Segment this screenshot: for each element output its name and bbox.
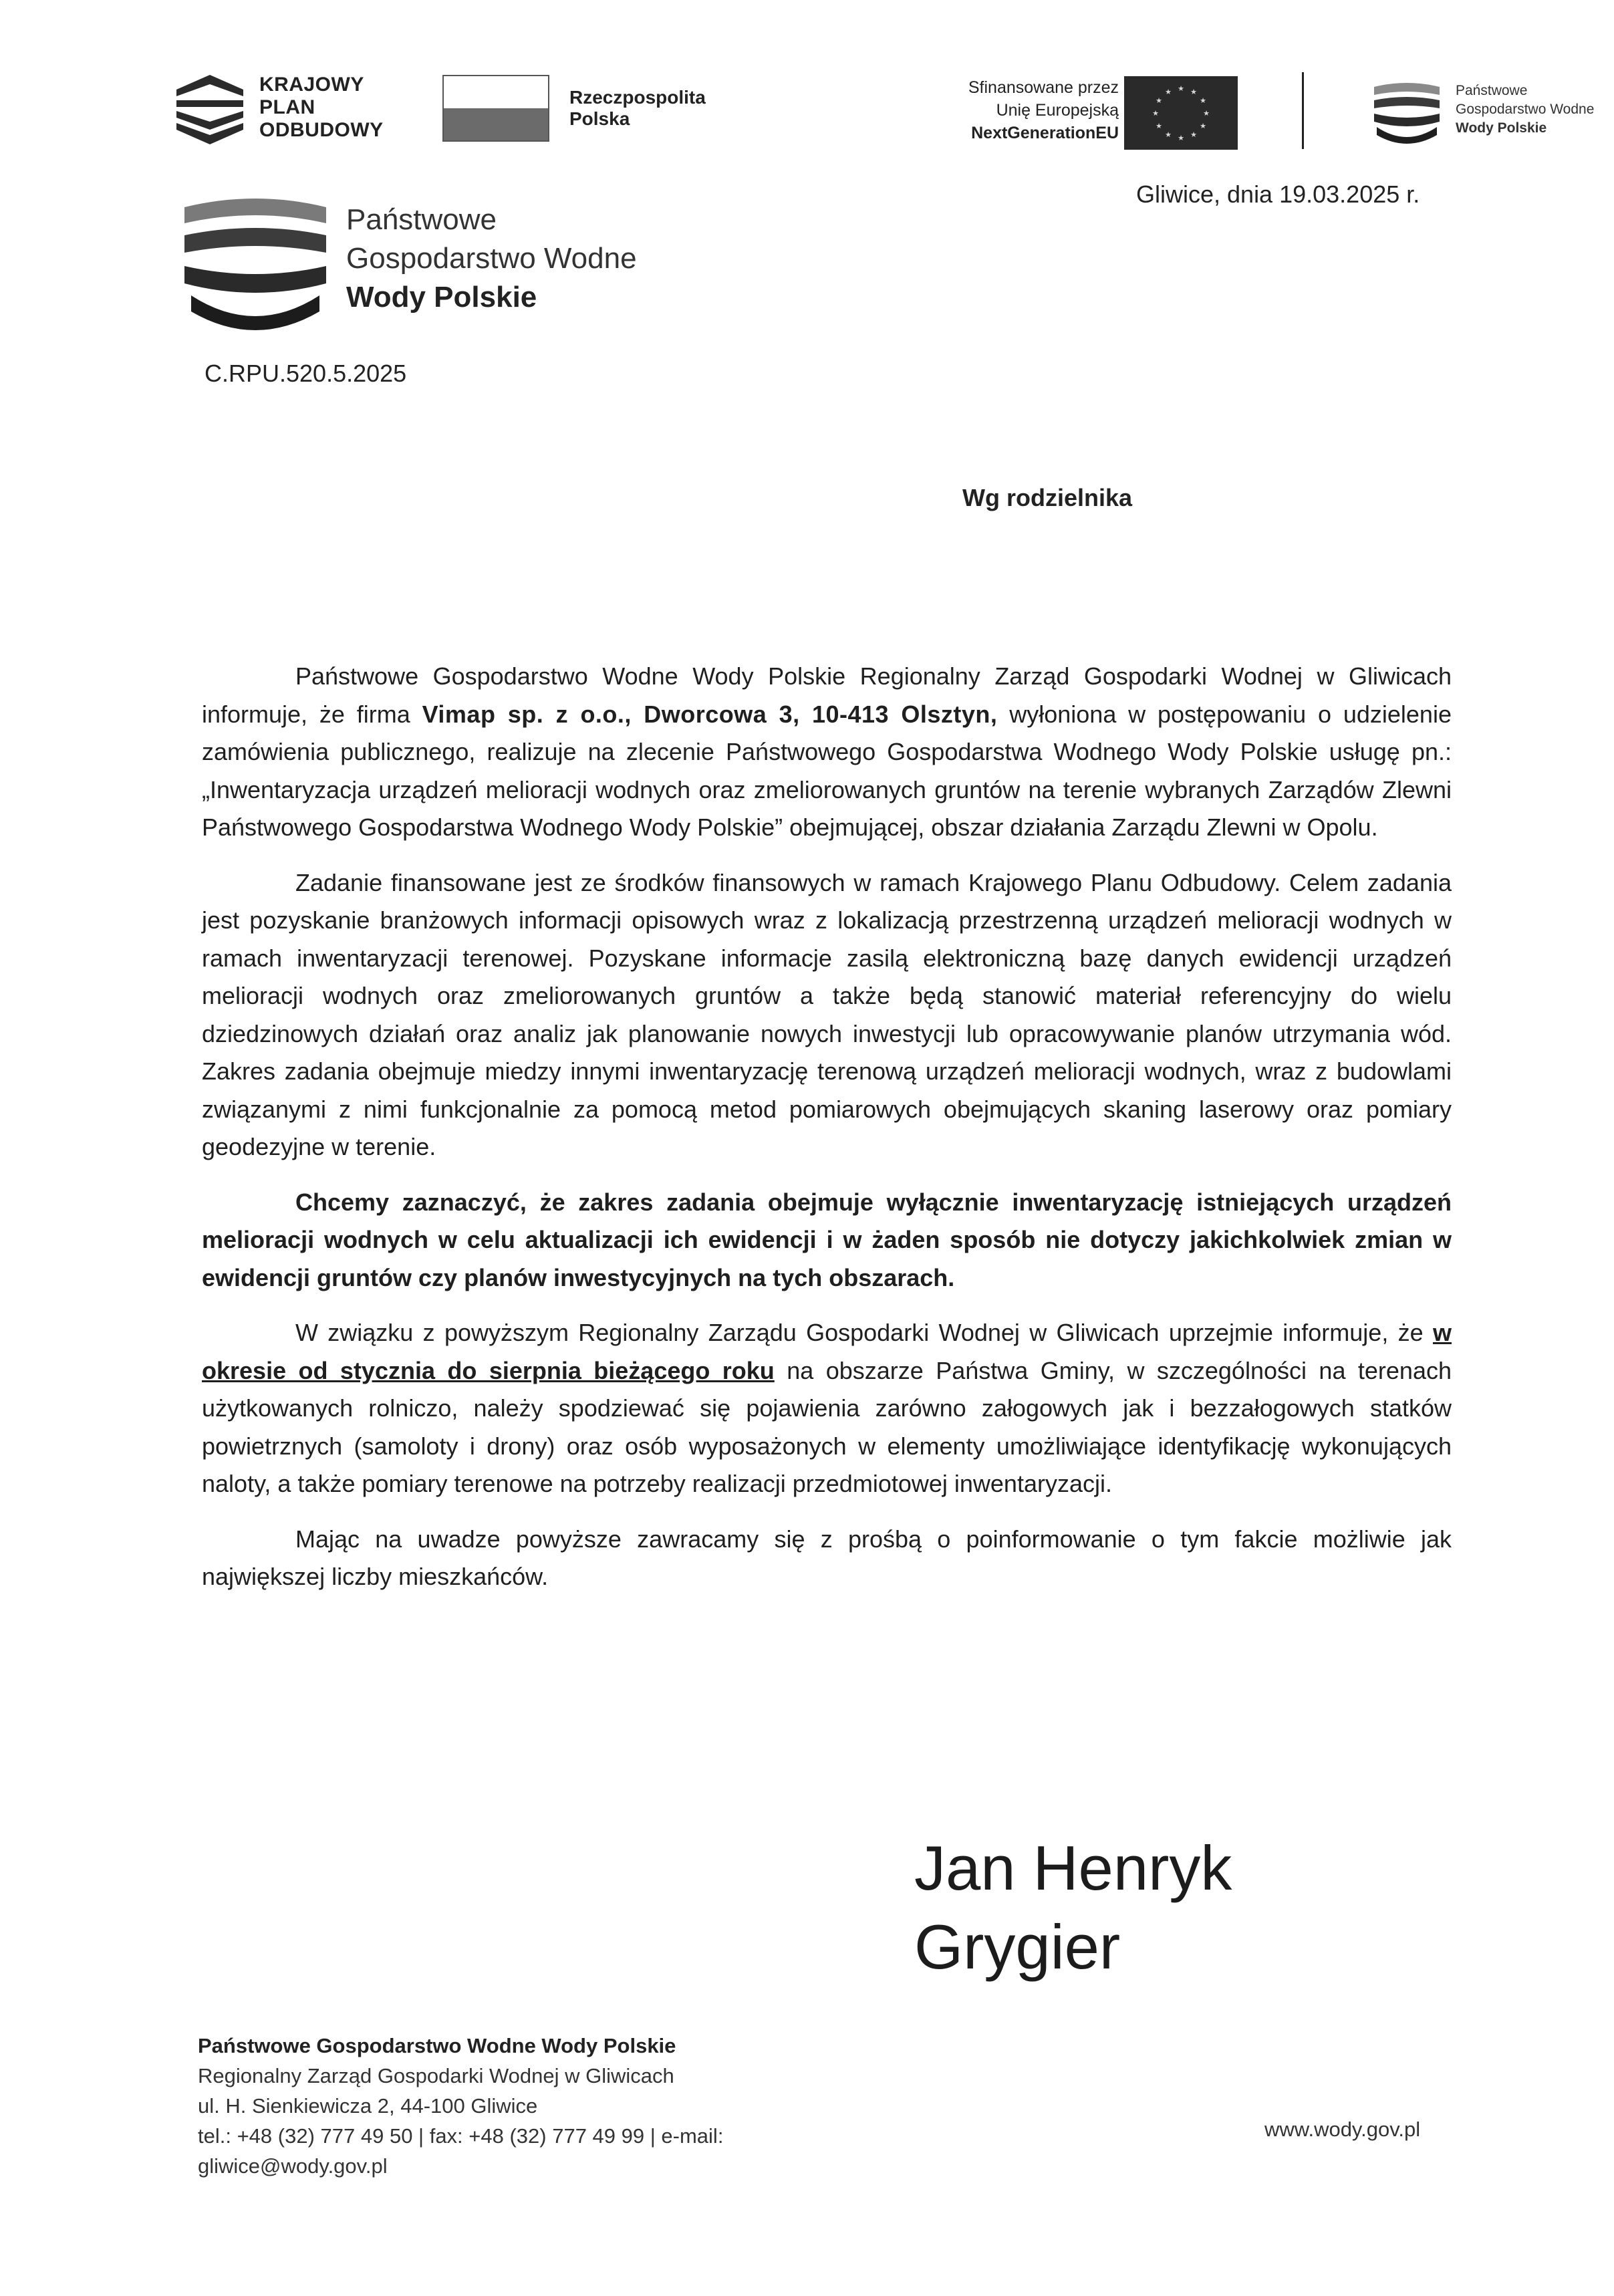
p1-intro: Państwowe Gospodarstwo Wodne Wody Polskie Regionalny Zarząd Gospodarki Wodnej w Gliwicach informuje, że firma xyxy=(202,662,1452,728)
rp-line1: Rzeczpospolita xyxy=(569,87,706,108)
p1-company: Vimap sp. z o.o., Dworcowa 3, 10-413 Olsztyn, xyxy=(422,700,998,728)
main-logo-line3: Wody Polskie xyxy=(346,281,537,313)
p1-rest: wyłoniona w postępowaniu o udzielenie zamówienia publicznego, realizuje na zlecenie Państwowego Gospodarstwa Wodnego Wody Polskie usługę pn.: „Inwentaryzacja urządzeń melioracji wodnych oraz zmeliorowanych gruntów na terenie wybranych Zarządów Zlewni Państwowego Gospodarstwa Wodnego Wody Polskie” obejmującej, obszar działania Zarządu Zlewni w Opolu. xyxy=(202,700,1452,841)
main-logo-line1: Państwowe xyxy=(346,203,497,236)
eu-line1: Sfinansowane przez xyxy=(968,78,1119,97)
svg-text:★: ★ xyxy=(1156,122,1162,130)
p4-intro: W związku z powyższym Regionalny Zarządu Gospodarki Wodnej w Gliwicach uprzejmie informuje, że xyxy=(295,1319,1424,1346)
rp-line2: Polska xyxy=(569,108,630,129)
svg-text:★: ★ xyxy=(1190,88,1197,96)
pgw-small-line3: Wody Polskie xyxy=(1456,120,1547,136)
eu-line3: NextGenerationEU xyxy=(971,124,1119,142)
kpo-line3: ODBUDOWY xyxy=(259,119,384,141)
svg-text:★: ★ xyxy=(1200,122,1206,130)
footer-line4: tel.: +48 (32) 777 49 50 | fax: +48 (32) 777 49 99 | e-mail: xyxy=(198,2124,724,2148)
signature xyxy=(914,1829,1232,1987)
svg-text:★: ★ xyxy=(1152,109,1159,118)
main-logo-text xyxy=(346,201,637,317)
svg-text:★: ★ xyxy=(1178,134,1184,142)
eu-text xyxy=(968,76,1119,144)
eu-logo-group xyxy=(730,76,1238,156)
polish-flag-icon xyxy=(442,75,549,142)
letter-date: Gliwice, dnia 19.03.2025 r. xyxy=(1136,180,1420,208)
wody-polskie-main-logo-icon xyxy=(182,194,329,341)
signature-line1: Jan Henryk xyxy=(914,1833,1232,1903)
body-paragraph-1 xyxy=(202,658,1452,847)
signature-line2: Grygier xyxy=(914,1912,1121,1982)
pgw-small-logo-group xyxy=(1370,78,1614,151)
kpo-line1: KRAJOWY xyxy=(259,74,364,96)
eu-flag-icon xyxy=(1124,76,1238,150)
main-logo-line2: Gospodarstwo Wodne xyxy=(346,242,637,275)
footer-email: gliwice@wody.gov.pl xyxy=(198,2154,388,2178)
svg-text:★: ★ xyxy=(1165,130,1172,139)
footer-line3: ul. H. Sienkiewicza 2, 44-100 Gliwice xyxy=(198,2094,538,2118)
pgw-small-line2: Gospodarstwo Wodne xyxy=(1456,102,1595,117)
pgw-small-line1: Państwowe xyxy=(1456,83,1528,98)
eu-line2: Unię Europejską xyxy=(996,101,1119,120)
svg-text:★: ★ xyxy=(1165,88,1172,96)
footer-line2: Regionalny Zarząd Gospodarki Wodnej w Gliwicach xyxy=(198,2064,674,2087)
footer-website: www.wody.gov.pl xyxy=(1264,2118,1421,2141)
svg-text:★: ★ xyxy=(1190,130,1197,139)
pgw-small-text xyxy=(1456,82,1594,138)
letter-body xyxy=(202,658,1452,1614)
kpo-line2: PLAN xyxy=(259,96,315,118)
kpo-logo-group xyxy=(174,66,434,152)
kpo-text xyxy=(259,74,384,142)
body-paragraph-2: Zadanie finansowane jest ze środków finansowych w ramach Krajowego Planu Odbudowy. Celem zadania jest pozyskanie branżowych informacji opisowych wraz z lokalizacją przestrzenną urządzeń melioracji wodnych w ramach inwentaryzacji terenowej. Pozyskane informacje zasilą elektroniczną bazę danych ewidencji urządzeń melioracji wodnych oraz zmeliorowanych gruntów a także będą stanowić materiał referencyjny do wielu dziedzinowych działań oraz analiz jak planowanie nowych inwestycji lub opracowywanie planów utrzymania wód. Zakres zadania obejmuje miedzy innymi inwentaryzację terenową urządzeń melioracji wodnych, wraz z budowlami związanymi z nimi funkcjonalnie za pomocą metod pomiarowych obejmujących skaning laserowy oraz pomiary geodezyjne w terenie. xyxy=(202,868,1452,1160)
body-paragraph-4 xyxy=(202,1314,1452,1503)
funding-banner xyxy=(174,66,1595,159)
kpo-logo-icon xyxy=(174,72,246,147)
p4-period: w okresie od stycznia do sierpnia bieżącego roku xyxy=(202,1319,1452,1384)
svg-text:★: ★ xyxy=(1203,109,1210,118)
wody-polskie-logo-icon xyxy=(1370,78,1444,151)
body-paragraph-5: Mając na uwadze powyższe zawracamy się z prośbą o poinformowanie o tym fakcie możliwie jak największej liczby mieszkańców. xyxy=(202,1525,1452,1590)
p4-rest: na obszarze Państwa Gminy, w szczególności na terenach użytkowanych rolniczo, należy spodziewać się pojawienia zarówno załogowych jak i bezzałogowych statków powietrznych (samoloty i drony) oraz osób wyposażonych w elementy umożliwiające identyfikację wykonujących naloty, a także pomiary terenowe na potrzeby realizacji przedmiotowej inwentaryzacji. xyxy=(202,1356,1452,1497)
rp-logo-group xyxy=(442,75,723,148)
rp-text xyxy=(569,87,706,130)
footer-line1: Państwowe Gospodarstwo Wodne Wody Polskie xyxy=(198,2034,676,2057)
reference-number: C.RPU.520.5.2025 xyxy=(205,360,407,387)
footer-address xyxy=(198,2031,723,2181)
body-paragraph-3: Chcemy zaznaczyć, że zakres zadania obejmuje wyłącznie inwentaryzację istniejących urządzeń melioracji wodnych w celu aktualizacji ich ewidencji i w żaden sposób nie dotyczy jakichkolwiek zmian w ewidencji gruntów czy planów inwestycyjnych na tych obszarach. xyxy=(202,1188,1452,1291)
svg-text:★: ★ xyxy=(1178,84,1184,93)
svg-text:★: ★ xyxy=(1156,96,1162,105)
svg-text:★: ★ xyxy=(1200,96,1206,105)
addressee: Wg rodzielnika xyxy=(962,484,1133,511)
header-separator xyxy=(1302,72,1304,149)
